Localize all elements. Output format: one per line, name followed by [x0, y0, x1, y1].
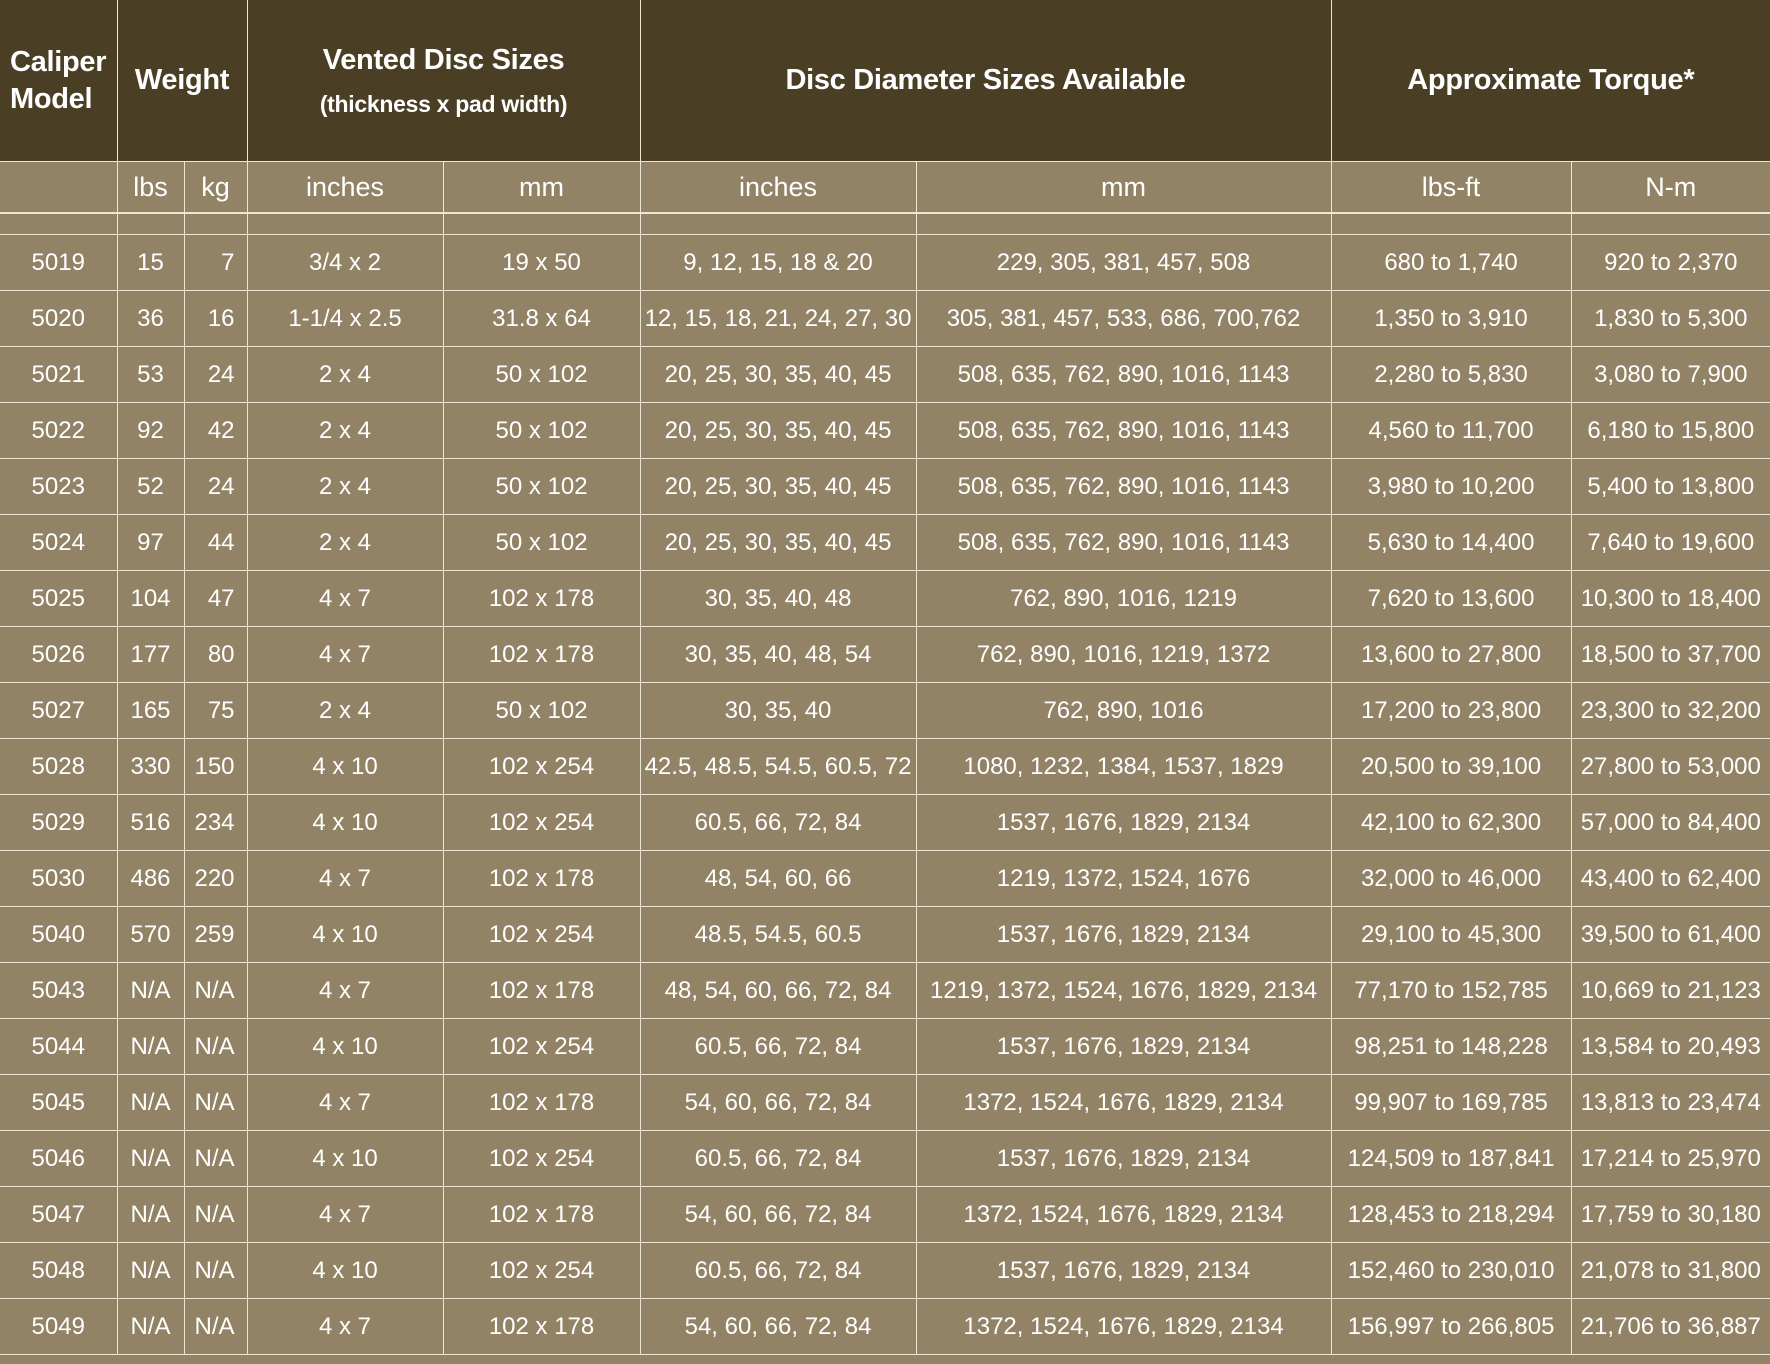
torque-lbsft-cell: 13,600 to 27,800	[1331, 627, 1571, 683]
torque-nm-cell: 13,584 to 20,493	[1571, 1019, 1770, 1075]
diameter-mm-cell: 1080, 1232, 1384, 1537, 1829	[916, 739, 1331, 795]
unit-vented-inches: inches	[247, 162, 443, 214]
model-cell: 5021	[0, 347, 117, 403]
torque-nm-cell: 39,500 to 61,400	[1571, 907, 1770, 963]
weight-kg-cell: N/A	[184, 1187, 247, 1243]
vented-mm-cell: 102 x 254	[443, 1019, 640, 1075]
vented-mm-cell: 19 x 50	[443, 235, 640, 291]
table-row	[0, 1243, 1770, 1299]
torque-lbsft-cell: 5,630 to 14,400	[1331, 515, 1571, 571]
diameter-inches-cell: 54, 60, 66, 72, 84	[640, 1075, 916, 1131]
diameter-inches-cell: 60.5, 66, 72, 84	[640, 1019, 916, 1075]
disc-diameter-title: Disc Diameter Sizes Available	[785, 64, 1186, 96]
weight-header-label: Weight	[134, 64, 230, 96]
diameter-mm-cell: 1219, 1372, 1524, 1676, 1829, 2134	[916, 963, 1331, 1019]
vented-inches-cell: 4 x 7	[247, 627, 443, 683]
model-cell: 5025	[0, 571, 117, 627]
diameter-inches-cell: 48, 54, 60, 66	[640, 851, 916, 907]
weight-lbs-cell: 165	[117, 683, 184, 739]
torque-lbsft-cell: 98,251 to 148,228	[1331, 1019, 1571, 1075]
torque-header	[1331, 0, 1770, 162]
disc-diameter-header	[640, 0, 1331, 162]
table-row	[0, 627, 1770, 683]
header-spacer-row	[0, 213, 1770, 235]
table-row	[0, 1019, 1770, 1075]
torque-lbsft-cell: 32,000 to 46,000	[1331, 851, 1571, 907]
diameter-mm-cell: 508, 635, 762, 890, 1016, 1143	[916, 459, 1331, 515]
diameter-mm-cell: 508, 635, 762, 890, 1016, 1143	[916, 403, 1331, 459]
vented-inches-cell: 4 x 10	[247, 1019, 443, 1075]
vented-inches-cell: 4 x 10	[247, 795, 443, 851]
torque-lbsft-cell: 17,200 to 23,800	[1331, 683, 1571, 739]
diameter-inches-cell: 54, 60, 66, 72, 84	[640, 1299, 916, 1355]
weight-lbs-cell: 53	[117, 347, 184, 403]
weight-kg-cell: 47	[184, 571, 247, 627]
diameter-inches-cell: 20, 25, 30, 35, 40, 45	[640, 347, 916, 403]
diameter-inches-cell: 12, 15, 18, 21, 24, 27, 30	[640, 291, 916, 347]
weight-kg-cell: N/A	[184, 1019, 247, 1075]
diameter-inches-cell: 30, 35, 40	[640, 683, 916, 739]
diameter-mm-cell: 1219, 1372, 1524, 1676	[916, 851, 1331, 907]
vented-inches-cell: 4 x 7	[247, 1299, 443, 1355]
vented-inches-cell: 4 x 7	[247, 1187, 443, 1243]
vented-mm-cell: 102 x 254	[443, 1131, 640, 1187]
torque-lbsft-cell: 77,170 to 152,785	[1331, 963, 1571, 1019]
weight-lbs-cell: 570	[117, 907, 184, 963]
unit-weight-lbs: lbs	[117, 162, 184, 214]
weight-lbs-cell: 15	[117, 235, 184, 291]
torque-nm-cell: 23,300 to 32,200	[1571, 683, 1770, 739]
unit-header-row	[0, 162, 1770, 214]
diameter-mm-cell: 1537, 1676, 1829, 2134	[916, 795, 1331, 851]
table-row	[0, 291, 1770, 347]
vented-disc-header	[247, 0, 640, 162]
table-row	[0, 235, 1770, 291]
table-row	[0, 515, 1770, 571]
vented-inches-cell: 4 x 10	[247, 739, 443, 795]
torque-nm-cell: 18,500 to 37,700	[1571, 627, 1770, 683]
weight-lbs-cell: N/A	[117, 1075, 184, 1131]
weight-kg-cell: N/A	[184, 1131, 247, 1187]
table-row	[0, 403, 1770, 459]
weight-kg-cell: 150	[184, 739, 247, 795]
vented-inches-cell: 3/4 x 2	[247, 235, 443, 291]
vented-mm-cell: 50 x 102	[443, 515, 640, 571]
torque-nm-cell: 21,078 to 31,800	[1571, 1243, 1770, 1299]
torque-nm-cell: 57,000 to 84,400	[1571, 795, 1770, 851]
vented-disc-title: Vented Disc Sizes	[322, 43, 565, 76]
diameter-inches-cell: 60.5, 66, 72, 84	[640, 1131, 916, 1187]
vented-mm-cell: 102 x 254	[443, 739, 640, 795]
vented-inches-cell: 4 x 7	[247, 1075, 443, 1131]
vented-inches-cell: 1-1/4 x 2.5	[247, 291, 443, 347]
weight-kg-cell: N/A	[184, 1299, 247, 1355]
diameter-mm-cell: 762, 890, 1016	[916, 683, 1331, 739]
vented-disc-subtitle: (thickness x pad width)	[319, 90, 568, 117]
diameter-inches-cell: 30, 35, 40, 48	[640, 571, 916, 627]
torque-lbsft-cell: 680 to 1,740	[1331, 235, 1571, 291]
torque-lbsft-cell: 20,500 to 39,100	[1331, 739, 1571, 795]
weight-lbs-cell: N/A	[117, 1131, 184, 1187]
vented-mm-cell: 102 x 254	[443, 1243, 640, 1299]
vented-mm-cell: 102 x 178	[443, 1187, 640, 1243]
weight-kg-cell: 42	[184, 403, 247, 459]
diameter-mm-cell: 1372, 1524, 1676, 1829, 2134	[916, 1187, 1331, 1243]
torque-nm-cell: 5,400 to 13,800	[1571, 459, 1770, 515]
torque-nm-cell: 27,800 to 53,000	[1571, 739, 1770, 795]
torque-nm-cell: 10,669 to 21,123	[1571, 963, 1770, 1019]
weight-lbs-cell: N/A	[117, 963, 184, 1019]
model-cell: 5046	[0, 1131, 117, 1187]
vented-inches-cell: 2 x 4	[247, 515, 443, 571]
unit-torque-nm: N-m	[1571, 162, 1770, 214]
diameter-inches-cell: 60.5, 66, 72, 84	[640, 1243, 916, 1299]
diameter-mm-cell: 1537, 1676, 1829, 2134	[916, 1243, 1331, 1299]
unit-model-blank	[0, 162, 117, 214]
table-row	[0, 1075, 1770, 1131]
model-cell: 5019	[0, 235, 117, 291]
diameter-inches-cell: 48.5, 54.5, 60.5	[640, 907, 916, 963]
torque-nm-cell: 920 to 2,370	[1571, 235, 1770, 291]
vented-inches-cell: 2 x 4	[247, 459, 443, 515]
weight-kg-cell: 234	[184, 795, 247, 851]
weight-kg-cell: 44	[184, 515, 247, 571]
model-cell: 5020	[0, 291, 117, 347]
diameter-mm-cell: 1537, 1676, 1829, 2134	[916, 1019, 1331, 1075]
torque-lbsft-cell: 29,100 to 45,300	[1331, 907, 1571, 963]
torque-lbsft-cell: 128,453 to 218,294	[1331, 1187, 1571, 1243]
table-row	[0, 851, 1770, 907]
model-cell: 5047	[0, 1187, 117, 1243]
diameter-mm-cell: 1372, 1524, 1676, 1829, 2134	[916, 1075, 1331, 1131]
vented-mm-cell: 102 x 178	[443, 963, 640, 1019]
torque-lbsft-cell: 124,509 to 187,841	[1331, 1131, 1571, 1187]
diameter-mm-cell: 762, 890, 1016, 1219	[916, 571, 1331, 627]
weight-lbs-cell: N/A	[117, 1299, 184, 1355]
vented-mm-cell: 50 x 102	[443, 459, 640, 515]
diameter-inches-cell: 42.5, 48.5, 54.5, 60.5, 72	[640, 739, 916, 795]
model-cell: 5026	[0, 627, 117, 683]
title-header-row	[0, 0, 1770, 162]
diameter-inches-cell: 30, 35, 40, 48, 54	[640, 627, 916, 683]
weight-lbs-cell: 97	[117, 515, 184, 571]
table-row	[0, 1299, 1770, 1355]
torque-nm-cell: 7,640 to 19,600	[1571, 515, 1770, 571]
diameter-mm-cell: 305, 381, 457, 533, 686, 700,762	[916, 291, 1331, 347]
torque-lbsft-cell: 99,907 to 169,785	[1331, 1075, 1571, 1131]
model-cell: 5040	[0, 907, 117, 963]
vented-mm-cell: 102 x 178	[443, 851, 640, 907]
vented-mm-cell: 102 x 178	[443, 1075, 640, 1131]
vented-inches-cell: 4 x 7	[247, 571, 443, 627]
torque-nm-cell: 6,180 to 15,800	[1571, 403, 1770, 459]
table-row	[0, 347, 1770, 403]
diameter-mm-cell: 762, 890, 1016, 1219, 1372	[916, 627, 1331, 683]
model-cell: 5048	[0, 1243, 117, 1299]
diameter-mm-cell: 1537, 1676, 1829, 2134	[916, 907, 1331, 963]
vented-mm-cell: 50 x 102	[443, 403, 640, 459]
model-cell: 5044	[0, 1019, 117, 1075]
caliper-model-header: Caliper Model	[0, 0, 117, 162]
table-row	[0, 739, 1770, 795]
vented-inches-cell: 2 x 4	[247, 403, 443, 459]
model-cell: 5029	[0, 795, 117, 851]
vented-inches-cell: 4 x 10	[247, 1243, 443, 1299]
unit-vented-mm: mm	[443, 162, 640, 214]
table-row	[0, 459, 1770, 515]
vented-inches-cell: 4 x 10	[247, 907, 443, 963]
vented-mm-cell: 50 x 102	[443, 347, 640, 403]
table-row	[0, 1187, 1770, 1243]
vented-inches-cell: 2 x 4	[247, 347, 443, 403]
diameter-mm-cell: 1537, 1676, 1829, 2134	[916, 1131, 1331, 1187]
weight-kg-cell: 24	[184, 347, 247, 403]
torque-nm-cell: 1,830 to 5,300	[1571, 291, 1770, 347]
vented-inches-cell: 4 x 7	[247, 963, 443, 1019]
model-cell: 5045	[0, 1075, 117, 1131]
weight-kg-cell: N/A	[184, 1075, 247, 1131]
model-cell: 5022	[0, 403, 117, 459]
torque-lbsft-cell: 2,280 to 5,830	[1331, 347, 1571, 403]
torque-nm-cell: 17,214 to 25,970	[1571, 1131, 1770, 1187]
model-cell: 5024	[0, 515, 117, 571]
model-cell: 5043	[0, 963, 117, 1019]
weight-kg-cell: 80	[184, 627, 247, 683]
diameter-mm-cell: 508, 635, 762, 890, 1016, 1143	[916, 515, 1331, 571]
model-cell: 5030	[0, 851, 117, 907]
weight-kg-cell: 7	[184, 235, 247, 291]
weight-lbs-cell: 36	[117, 291, 184, 347]
vented-inches-cell: 4 x 7	[247, 851, 443, 907]
vented-mm-cell: 31.8 x 64	[443, 291, 640, 347]
weight-lbs-cell: 92	[117, 403, 184, 459]
diameter-mm-cell: 229, 305, 381, 457, 508	[916, 235, 1331, 291]
vented-mm-cell: 102 x 178	[443, 627, 640, 683]
model-cell: 5023	[0, 459, 117, 515]
torque-lbsft-cell: 3,980 to 10,200	[1331, 459, 1571, 515]
torque-lbsft-cell: 4,560 to 11,700	[1331, 403, 1571, 459]
weight-header	[117, 0, 247, 162]
diameter-mm-cell: 508, 635, 762, 890, 1016, 1143	[916, 347, 1331, 403]
weight-lbs-cell: 52	[117, 459, 184, 515]
model-cell: 5028	[0, 739, 117, 795]
weight-kg-cell: 259	[184, 907, 247, 963]
torque-lbsft-cell: 156,997 to 266,805	[1331, 1299, 1571, 1355]
weight-lbs-cell: N/A	[117, 1019, 184, 1075]
torque-nm-cell: 43,400 to 62,400	[1571, 851, 1770, 907]
weight-lbs-cell: 104	[117, 571, 184, 627]
diameter-inches-cell: 54, 60, 66, 72, 84	[640, 1187, 916, 1243]
weight-lbs-cell: N/A	[117, 1187, 184, 1243]
table-row	[0, 795, 1770, 851]
torque-nm-cell: 10,300 to 18,400	[1571, 571, 1770, 627]
torque-lbsft-cell: 42,100 to 62,300	[1331, 795, 1571, 851]
model-cell: 5027	[0, 683, 117, 739]
vented-mm-cell: 102 x 254	[443, 795, 640, 851]
torque-nm-cell: 3,080 to 7,900	[1571, 347, 1770, 403]
torque-title: Approximate Torque*	[1407, 64, 1695, 96]
table-row	[0, 1131, 1770, 1187]
unit-diameter-mm: mm	[916, 162, 1331, 214]
vented-mm-cell: 102 x 254	[443, 907, 640, 963]
diameter-inches-cell: 48, 54, 60, 66, 72, 84	[640, 963, 916, 1019]
diameter-mm-cell: 1372, 1524, 1676, 1829, 2134	[916, 1299, 1331, 1355]
table-body	[0, 235, 1770, 1355]
vented-mm-cell: 102 x 178	[443, 1299, 640, 1355]
diameter-inches-cell: 60.5, 66, 72, 84	[640, 795, 916, 851]
weight-kg-cell: 24	[184, 459, 247, 515]
table-row	[0, 571, 1770, 627]
torque-nm-cell: 13,813 to 23,474	[1571, 1075, 1770, 1131]
diameter-inches-cell: 9, 12, 15, 18 & 20	[640, 235, 916, 291]
weight-lbs-cell: 330	[117, 739, 184, 795]
model-cell: 5049	[0, 1299, 117, 1355]
torque-lbsft-cell: 1,350 to 3,910	[1331, 291, 1571, 347]
weight-lbs-cell: N/A	[117, 1243, 184, 1299]
unit-diameter-inches: inches	[640, 162, 916, 214]
weight-kg-cell: 16	[184, 291, 247, 347]
table-row	[0, 683, 1770, 739]
diameter-inches-cell: 20, 25, 30, 35, 40, 45	[640, 403, 916, 459]
diameter-inches-cell: 20, 25, 30, 35, 40, 45	[640, 459, 916, 515]
diameter-inches-cell: 20, 25, 30, 35, 40, 45	[640, 515, 916, 571]
weight-kg-cell: 75	[184, 683, 247, 739]
torque-nm-cell: 17,759 to 30,180	[1571, 1187, 1770, 1243]
unit-weight-kg: kg	[184, 162, 247, 214]
weight-lbs-cell: 486	[117, 851, 184, 907]
torque-lbsft-cell: 7,620 to 13,600	[1331, 571, 1571, 627]
torque-lbsft-cell: 152,460 to 230,010	[1331, 1243, 1571, 1299]
table-row	[0, 907, 1770, 963]
torque-nm-cell: 21,706 to 36,887	[1571, 1299, 1770, 1355]
weight-kg-cell: 220	[184, 851, 247, 907]
vented-mm-cell: 50 x 102	[443, 683, 640, 739]
table-row	[0, 963, 1770, 1019]
vented-inches-cell: 4 x 10	[247, 1131, 443, 1187]
vented-mm-cell: 102 x 178	[443, 571, 640, 627]
weight-kg-cell: N/A	[184, 963, 247, 1019]
weight-lbs-cell: 177	[117, 627, 184, 683]
unit-torque-lbsft: lbs-ft	[1331, 162, 1571, 214]
weight-lbs-cell: 516	[117, 795, 184, 851]
weight-kg-cell: N/A	[184, 1243, 247, 1299]
vented-inches-cell: 2 x 4	[247, 683, 443, 739]
